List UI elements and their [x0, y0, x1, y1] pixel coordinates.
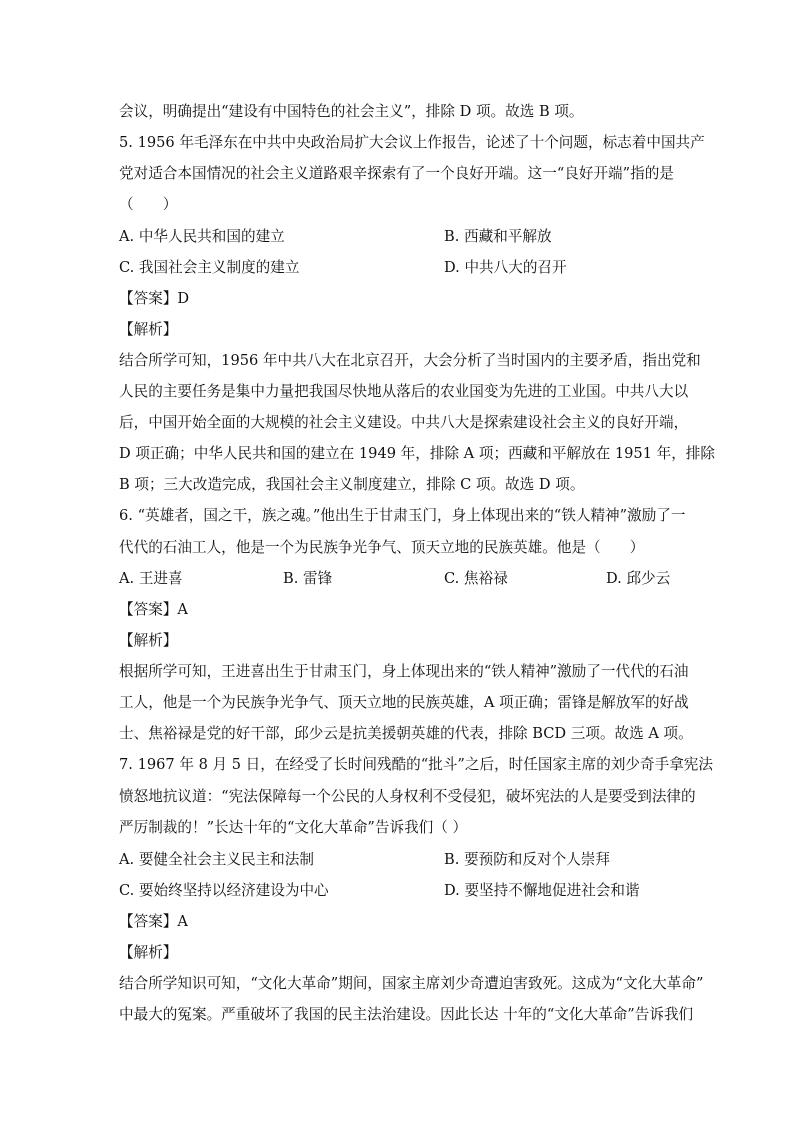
- q7-option-a: A. 要健全社会主义民主和法制: [119, 851, 314, 868]
- q7-option-b: B. 要预防和反对个人崇拜: [444, 851, 610, 868]
- q5-analysis-line-3: 后，中国开始全面的大规模的社会主义建设。中共八大是探索建设社会主义的良好开端，: [119, 414, 689, 431]
- q5-option-d: D. 中共八大的召开: [444, 259, 567, 276]
- q5-answer: 【答案】D: [119, 290, 190, 307]
- q5-stem-line-2: 党对适合本国情况的社会主义道路艰辛探索有了一个良好开端。这一“良好开端”指的是: [119, 165, 674, 182]
- q7-option-d: D. 要坚持不懈地促进社会和谐: [444, 882, 640, 899]
- q6-analysis-label: 【解析】: [119, 632, 178, 649]
- q5-answer-blank: （ ）: [119, 196, 178, 213]
- q5-analysis-line-4: D 项正确；中华人民共和国的建立在 1949 年，排除 A 项；西藏和平解放在 1951 年，排除: [119, 445, 715, 462]
- q6-stem-line-1: 6. “英雄者，国之干，族之魂。”他出生于甘肃玉门，身上体现出来的“铁人精神”激励了一: [119, 507, 686, 524]
- q6-analysis-line-3: 士、焦裕禄是党的好干部，邱少云是抗美援朝英雄的代表，排除 BCD 三项。故选 A 项。: [119, 725, 693, 742]
- q6-option-d: D. 邱少云: [606, 570, 671, 587]
- q7-option-c: C. 要始终坚持以经济建设为中心: [119, 882, 329, 899]
- q6-option-b: B. 雷锋: [283, 570, 333, 587]
- q5-analysis-line-1: 结合所学可知，1956 年中共八大在北京召开，大会分析了当时国内的主要矛盾，指出党和: [119, 352, 701, 369]
- q7-stem-line-3: 严厉制裁的！”长达十年的“文化大革命”告诉我们（ ）: [119, 819, 468, 836]
- q5-analysis-line-2: 人民的主要任务是集中力量把我国尽快地从落后的农业国变为先进的工业国。中共八大以: [119, 383, 689, 400]
- q6-option-c: C. 焦裕禄: [444, 570, 508, 587]
- q7-stem-line-1: 7. 1967 年 8 月 5 日，在经受了长时间残酷的“批斗”之后，时任国家主席的刘少奇手拿宪法: [119, 756, 713, 773]
- q4-analysis-tail: 会议，明确提出“建设有中国特色的社会主义”，排除 D 项。故选 B 项。: [119, 103, 584, 120]
- q6-option-a: A. 王进喜: [119, 570, 183, 587]
- q5-analysis-label: 【解析】: [119, 321, 178, 338]
- q7-analysis-label: 【解析】: [119, 944, 178, 961]
- q5-option-b: B. 西藏和平解放: [444, 228, 552, 245]
- q6-answer: 【答案】A: [119, 601, 188, 618]
- q5-analysis-line-5: B 项；三大改造完成，我国社会主义制度建立，排除 C 项。故选 D 项。: [119, 476, 585, 493]
- q6-analysis-line-1: 根据所学可知，王进喜出生于甘肃玉门，身上体现出来的“铁人精神”激励了一代代的石油: [119, 663, 689, 680]
- q6-analysis-line-2: 工人，他是一个为民族争光争气、顶天立地的民族英雄，A 项正确；雷锋是解放军的好战: [119, 694, 689, 711]
- q5-option-c: C. 我国社会主义制度的建立: [119, 259, 300, 276]
- q7-answer: 【答案】A: [119, 913, 188, 930]
- q5-stem-line-1: 5. 1956 年毛泽东在中共中央政治局扩大会议上作报告，论述了十个问题，标志着中国共产: [119, 134, 705, 151]
- q5-option-a: A. 中华人民共和国的建立: [119, 228, 285, 245]
- q7-stem-line-2: 愤怒地抗议道：“宪法保障每一个公民的人身权利不受侵犯，破坏宪法的人是要受到法律的: [119, 788, 696, 805]
- q7-analysis-line-1: 结合所学知识可知，“文化大革命”期间，国家主席刘少奇遭迫害致死。这成为“文化大革命”: [119, 975, 704, 992]
- q6-stem-line-2: 代代的石油工人，他是一个为民族争光争气、顶天立地的民族英雄。他是（ ）: [119, 539, 645, 556]
- q7-analysis-line-2: 中最大的冤案。严重破坏了我国的民主法治建设。因此长达 十年的“文化大革命”告诉我们: [119, 1006, 694, 1023]
